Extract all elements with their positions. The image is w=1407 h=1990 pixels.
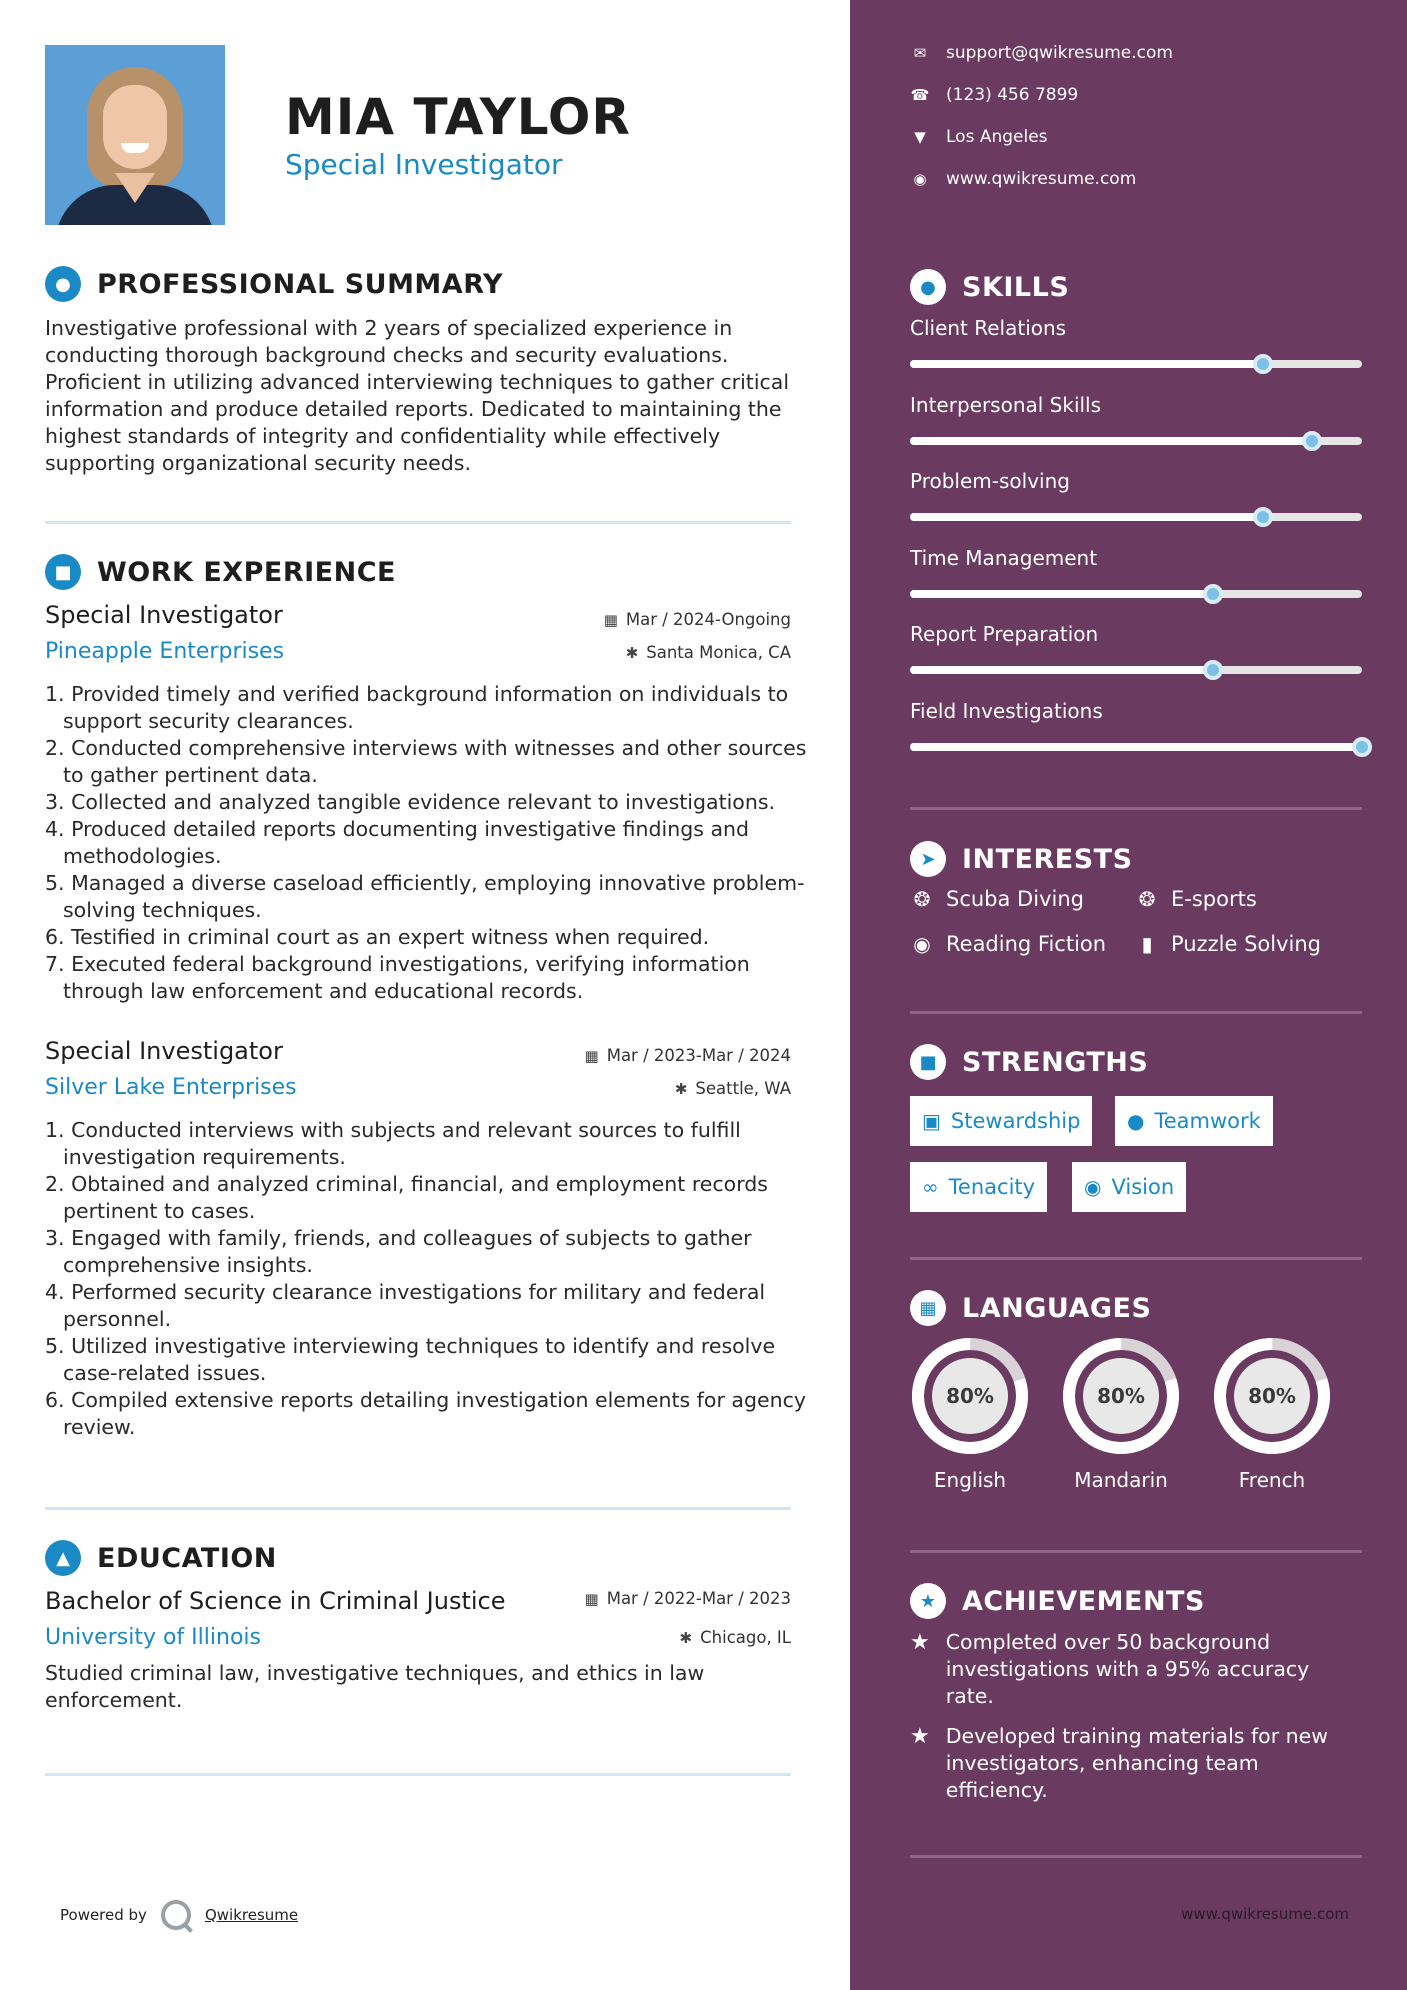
shooting-star-icon: ★: [910, 1630, 930, 1655]
experience-title: WORK EXPERIENCE: [97, 556, 396, 588]
phone-icon: ☎: [910, 86, 930, 104]
divider: [910, 1011, 1362, 1014]
chair-icon: ■: [45, 554, 81, 590]
profile-photo: [45, 45, 225, 225]
language-percent: 80%: [1097, 1384, 1145, 1408]
skill-bar: [910, 513, 1362, 521]
language-name: English: [933, 1468, 1007, 1492]
degree-title: Bachelor of Science in Criminal Justice: [45, 1587, 506, 1615]
skill-bar-knob: [1352, 737, 1372, 757]
skill-bar: [910, 590, 1362, 598]
fist-icon: ■: [910, 1044, 946, 1080]
divider: [45, 1773, 791, 1776]
skill-label: Client Relations: [910, 316, 1067, 340]
briefcase-icon: ▣: [922, 1109, 941, 1133]
list-item: 3. Collected and analyzed tangible evidence relevant to investigations.: [45, 790, 776, 814]
summary-text: Investigative professional with 2 years of specialized experience in conducting thorough background checks and security evaluations. Proficient in utilizing advanced interviewing techniques to gather critical information and produce detailed reports. Dedicated to maintaining the highest standards of integrity and confidentiality while effectively supporting organizational security needs.: [45, 316, 790, 475]
skill-label: Report Preparation: [910, 622, 1099, 646]
calendar-icon: ▦: [584, 1589, 599, 1608]
summary-title: PROFESSIONAL SUMMARY: [97, 268, 504, 300]
job-duties: [45, 681, 815, 1005]
skill-bar-fill: [910, 360, 1263, 368]
job-title: Special Investigator: [45, 601, 283, 629]
powered-by: Powered by Qwikresume: [60, 1900, 298, 1930]
language-item: [1212, 1336, 1332, 1492]
strengths-header: [910, 1044, 1148, 1080]
candidate-name: MIA TAYLOR: [285, 88, 631, 146]
language-item: [910, 1336, 1030, 1492]
contact-website[interactable]: ◉ www.qwikresume.com: [910, 169, 1136, 189]
divider: [910, 1257, 1362, 1260]
language-percent: 80%: [946, 1384, 994, 1408]
education-dates: ▦ Mar / 2022-Mar / 2023: [584, 1589, 791, 1608]
skill-bar-knob: [1203, 584, 1223, 604]
education-text: Studied criminal law, investigative techniques, and ethics in law enforcement.: [45, 1661, 705, 1712]
interest-item: ❂ Scuba Diving: [910, 887, 1084, 911]
pin-icon: ✱: [679, 1628, 693, 1647]
contact-email[interactable]: ✉ support@qwikresume.com: [910, 43, 1173, 63]
skill-bar-fill: [910, 743, 1362, 751]
candidate-role: Special Investigator: [285, 148, 563, 181]
calendar-icon: ▦: [603, 610, 618, 629]
skill-label: Interpersonal Skills: [910, 392, 1102, 417]
strength-chip: ▣ Stewardship: [910, 1096, 1092, 1146]
skill-label: Problem-solving: [910, 469, 1070, 493]
strength-chip: ◉ Vision: [1072, 1162, 1186, 1212]
job-location: ✱ Seattle, WA: [674, 1079, 791, 1098]
contact-phone[interactable]: ☎ (123) 456 7899: [910, 85, 1079, 105]
job-dates: ▦ Mar / 2024-Ongoing: [603, 610, 791, 629]
interest-item: ▮ Puzzle Solving: [1135, 932, 1321, 956]
list-item: 7. Executed federal background investigations, verifying information through law enforcement and educational records.: [45, 952, 750, 1003]
divider: [45, 1507, 791, 1510]
skill-bar-fill: [910, 666, 1213, 674]
skill-bar-knob: [1253, 507, 1273, 527]
envelope-icon: ✉: [913, 44, 927, 62]
job-dates: ▦ Mar / 2023-Mar / 2024: [584, 1046, 791, 1065]
experience-header: [45, 554, 396, 590]
skill-label: Time Management: [910, 545, 1098, 570]
shooting-star-icon: ★: [910, 1724, 930, 1749]
language-ring: [910, 1336, 1030, 1456]
language-name: French: [1238, 1468, 1306, 1492]
list-item: 5. Managed a diverse caseload efficiently, employing innovative problem-solving techniques.: [45, 871, 805, 922]
divider: [45, 521, 791, 524]
list-item: 6. Testified in criminal court as an expert witness when required.: [45, 925, 710, 949]
job-title: Special Investigator: [45, 1037, 283, 1065]
list-item: 4. Produced detailed reports documenting investigative findings and methodologies.: [45, 817, 750, 868]
skill-bar-knob: [1253, 354, 1273, 374]
school-name: University of Illinois: [45, 1625, 261, 1650]
languages-header: [910, 1290, 1151, 1326]
language-ring: [1061, 1336, 1181, 1456]
education-location: ✱ Chicago, IL: [679, 1628, 791, 1647]
star-icon: ★: [910, 1583, 946, 1619]
skill-bar: [910, 360, 1362, 368]
divider: [910, 1855, 1362, 1858]
brand-link[interactable]: Qwikresume: [204, 1906, 299, 1924]
divider: [910, 807, 1362, 810]
language-ring: [1212, 1336, 1332, 1456]
link-icon: ∞: [922, 1175, 939, 1199]
paper-plane-icon: ➤: [910, 841, 946, 877]
skill-bar: [910, 743, 1362, 751]
skill-bar-fill: [910, 590, 1213, 598]
languages-title: LANGUAGES: [962, 1292, 1152, 1324]
list-item: 3. Engaged with family, friends, and colleagues of subjects to gather comprehensive insights.: [45, 1226, 752, 1277]
gamepad-icon: ◉: [913, 932, 931, 956]
list-item: 6. Compiled extensive reports detailing investigation elements for agency review.: [45, 1388, 806, 1439]
language-item: [1061, 1336, 1181, 1492]
language-name: Mandarin: [1074, 1468, 1168, 1492]
interests-title: INTERESTS: [962, 843, 1133, 875]
skill-bar-knob: [1302, 431, 1322, 451]
calendar-icon: ▦: [584, 1046, 599, 1065]
divider: [910, 1550, 1362, 1553]
pin-icon: ✱: [674, 1079, 688, 1098]
skill-bar-fill: [910, 437, 1312, 445]
skill-bar-fill: [910, 513, 1263, 521]
users-icon: ●: [1127, 1109, 1145, 1133]
qwikresume-logo-icon: [161, 1900, 191, 1930]
skill-bar: [910, 437, 1362, 445]
pin-icon: ✱: [625, 643, 639, 662]
interests-header: [910, 841, 1133, 877]
list-item: 5. Utilized investigative interviewing techniques to identify and resolve case-related issues.: [45, 1334, 776, 1385]
book-icon: ▮: [1141, 932, 1153, 956]
lifebuoy-icon: ❂: [1138, 887, 1156, 911]
lifebuoy-icon: ❂: [913, 887, 931, 911]
job-duties: [45, 1117, 815, 1441]
sidebar: [850, 0, 1407, 1990]
list-item: 1. Provided timely and verified background information on individuals to support security clearances.: [45, 682, 789, 733]
achievements-title: ACHIEVEMENTS: [962, 1585, 1205, 1617]
list-item: 1. Conducted interviews with subjects and relevant sources to fulfill investigation requirements.: [45, 1118, 741, 1169]
list-item: 2. Conducted comprehensive interviews with witnesses and other sources to gather pertinent data.: [45, 736, 807, 787]
footer-url[interactable]: www.qwikresume.com: [1181, 1905, 1349, 1923]
strengths-title: STRENGTHS: [962, 1046, 1149, 1078]
job-location: ✱ Santa Monica, CA: [625, 643, 791, 662]
list-item: 2. Obtained and analyzed criminal, financial, and employment records pertinent to cases.: [45, 1172, 768, 1223]
globe-icon: ◉: [913, 170, 927, 188]
education-header: [45, 1540, 277, 1576]
user-icon: ●: [45, 266, 81, 302]
binoculars-icon: ◉: [1084, 1175, 1102, 1199]
strength-chip: ∞ Tenacity: [910, 1162, 1047, 1212]
skills-header: [910, 269, 1069, 305]
skill-bar-knob: [1203, 660, 1223, 680]
list-item: 4. Performed security clearance investigations for military and federal personnel.: [45, 1280, 766, 1331]
summary-header: [45, 266, 503, 302]
skill-bar: [910, 666, 1362, 674]
interest-item: ❂ E-sports: [1135, 887, 1257, 911]
achievement-item: ★ Completed over 50 background investigations with a 95% accuracy rate.: [910, 1630, 1310, 1708]
education-title: EDUCATION: [97, 1542, 277, 1574]
achievement-item: ★ Developed training materials for new investigators, enhancing team efficiency.: [910, 1724, 1329, 1802]
translate-icon: ▦: [910, 1290, 946, 1326]
achievements-header: [910, 1583, 1205, 1619]
lightbulb-icon: ●: [910, 269, 946, 305]
job-company: Pineapple Enterprises: [45, 639, 285, 664]
graduate-icon: ▲: [45, 1540, 81, 1576]
strength-chip: ● Teamwork: [1115, 1096, 1273, 1146]
skill-label: Field Investigations: [910, 698, 1103, 723]
job-company: Silver Lake Enterprises: [45, 1075, 297, 1100]
language-percent: 80%: [1248, 1384, 1296, 1408]
skills-title: SKILLS: [962, 271, 1070, 303]
contact-location: ▼ Los Angeles: [910, 127, 1048, 147]
map-marker-icon: ▼: [914, 128, 926, 146]
interest-item: ◉ Reading Fiction: [910, 932, 1106, 956]
